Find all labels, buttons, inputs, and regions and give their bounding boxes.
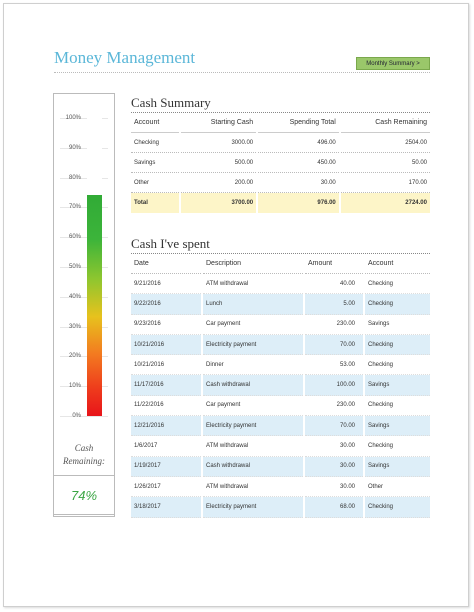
- table-cell: ATM withdrawal: [203, 274, 303, 294]
- table-row: [131, 396, 430, 416]
- column-header: Account: [131, 113, 179, 133]
- table-cell: 3000.00: [181, 133, 256, 153]
- gauge-tick-label: 20%: [68, 353, 81, 360]
- cash-gauge-panel: [53, 93, 115, 517]
- cash-remaining-label: Cash Remaining:: [63, 443, 105, 466]
- table-cell: 70.00: [305, 416, 363, 436]
- column-header: Account: [365, 254, 430, 274]
- table-cell: Car payment: [203, 396, 303, 416]
- table-cell: 1/19/2017: [131, 457, 201, 477]
- table-cell: Savings: [365, 375, 430, 395]
- gauge-tick-label: 80%: [68, 174, 81, 181]
- table-row: [131, 416, 430, 436]
- table-cell: 70.00: [305, 335, 363, 355]
- table-cell: 11/22/2016: [131, 396, 201, 416]
- gauge-tick-label: 70%: [68, 204, 81, 211]
- gauge-tick-label: 90%: [68, 144, 81, 151]
- monthly-summary-button[interactable]: Monthly Summary >: [356, 57, 430, 70]
- table-cell: 5.00: [305, 294, 363, 314]
- table-cell: 53.00: [305, 355, 363, 375]
- table-cell: 9/21/2016: [131, 274, 201, 294]
- table-cell: 230.00: [305, 315, 363, 335]
- gauge-fill-bar: [87, 195, 102, 416]
- column-header: Amount: [305, 254, 363, 274]
- table-cell: Checking: [365, 436, 430, 456]
- cash-remaining-percent: 74%: [53, 475, 115, 515]
- table-cell: Cash withdrawal: [203, 457, 303, 477]
- table-row: [131, 133, 430, 153]
- table-cell: 30.00: [305, 457, 363, 477]
- table-row: [131, 477, 430, 497]
- table-cell: 30.00: [258, 173, 339, 193]
- gauge-track: [87, 118, 102, 416]
- table-cell: 30.00: [305, 436, 363, 456]
- cash-summary-table: [129, 113, 432, 213]
- total-row: [131, 193, 430, 213]
- table-cell: Checking: [365, 396, 430, 416]
- table-cell: 11/17/2016: [131, 375, 201, 395]
- table-cell: 3/18/2017: [131, 497, 201, 517]
- gauge-tick-label: 10%: [68, 383, 81, 390]
- table-row: [131, 436, 430, 456]
- table-cell: ATM withdrawal: [203, 436, 303, 456]
- table-cell: 1/6/2017: [131, 436, 201, 456]
- gauge-tick-label: 60%: [68, 234, 81, 241]
- table-row: [131, 294, 430, 314]
- column-header: Cash Remaining: [341, 113, 430, 133]
- table-cell: Savings: [131, 153, 179, 173]
- table-cell: 1/26/2017: [131, 477, 201, 497]
- table-row: [131, 457, 430, 477]
- total-cell: 976.00: [258, 193, 339, 213]
- table-header-row: [131, 254, 430, 274]
- table-cell: Checking: [365, 294, 430, 314]
- cash-summary-title: Cash Summary: [131, 95, 211, 110]
- table-row: [131, 274, 430, 294]
- total-cell: 3700.00: [181, 193, 256, 213]
- table-cell: Dinner: [203, 355, 303, 375]
- gauge-tick-label: 100%: [65, 115, 81, 121]
- table-cell: Checking: [365, 274, 430, 294]
- table-row: [131, 153, 430, 173]
- gauge-tick-label: 30%: [68, 323, 81, 330]
- table-row: [131, 355, 430, 375]
- title-divider: [54, 72, 430, 73]
- table-row: [131, 173, 430, 193]
- column-header: Description: [203, 254, 303, 274]
- table-cell: 30.00: [305, 477, 363, 497]
- cash-spent-title: Cash I've spent: [131, 236, 210, 251]
- cash-spent-table: [129, 254, 432, 518]
- table-cell: Savings: [365, 416, 430, 436]
- gauge-tick-label: 50%: [68, 264, 81, 270]
- table-cell: 10/21/2016: [131, 335, 201, 355]
- table-cell: ATM withdrawal: [203, 477, 303, 497]
- table-cell: 2504.00: [341, 133, 430, 153]
- table-cell: 9/22/2016: [131, 294, 201, 314]
- table-cell: 500.00: [181, 153, 256, 173]
- table-cell: 40.00: [305, 274, 363, 294]
- table-cell: 10/21/2016: [131, 355, 201, 375]
- table-cell: Electricity payment: [203, 416, 303, 436]
- table-header-row: [131, 113, 430, 133]
- table-cell: 9/23/2016: [131, 315, 201, 335]
- column-header: Starting Cash: [181, 113, 256, 133]
- table-cell: 12/21/2016: [131, 416, 201, 436]
- table-cell: Savings: [365, 315, 430, 335]
- table-row: [131, 315, 430, 335]
- table-row: [131, 335, 430, 355]
- table-cell: Checking: [131, 133, 179, 153]
- table-cell: Lunch: [203, 294, 303, 314]
- gauge-tick-label: 40%: [68, 293, 81, 300]
- table-cell: 450.00: [258, 153, 339, 173]
- table-cell: Other: [365, 477, 430, 497]
- table-cell: Electricity payment: [203, 497, 303, 517]
- total-cell: Total: [131, 193, 179, 213]
- total-cell: 2724.00: [341, 193, 430, 213]
- table-cell: 200.00: [181, 173, 256, 193]
- table-cell: 170.00: [341, 173, 430, 193]
- table-cell: Car payment: [203, 315, 303, 335]
- table-cell: Checking: [365, 355, 430, 375]
- column-header: Spending Total: [258, 113, 339, 133]
- table-cell: 50.00: [341, 153, 430, 173]
- page-title: Money Management: [54, 48, 196, 67]
- table-cell: Checking: [365, 335, 430, 355]
- column-header: Date: [131, 254, 201, 274]
- gauge-tick-label: 0%: [72, 413, 81, 419]
- table-cell: Other: [131, 173, 179, 193]
- table-cell: 496.00: [258, 133, 339, 153]
- table-row: [131, 375, 430, 395]
- table-cell: Checking: [365, 497, 430, 517]
- table-cell: 230.00: [305, 396, 363, 416]
- table-cell: Savings: [365, 457, 430, 477]
- table-cell: Electricity payment: [203, 335, 303, 355]
- table-cell: Cash withdrawal: [203, 375, 303, 395]
- table-cell: 68.00: [305, 497, 363, 517]
- table-cell: 100.00: [305, 375, 363, 395]
- table-row: [131, 497, 430, 517]
